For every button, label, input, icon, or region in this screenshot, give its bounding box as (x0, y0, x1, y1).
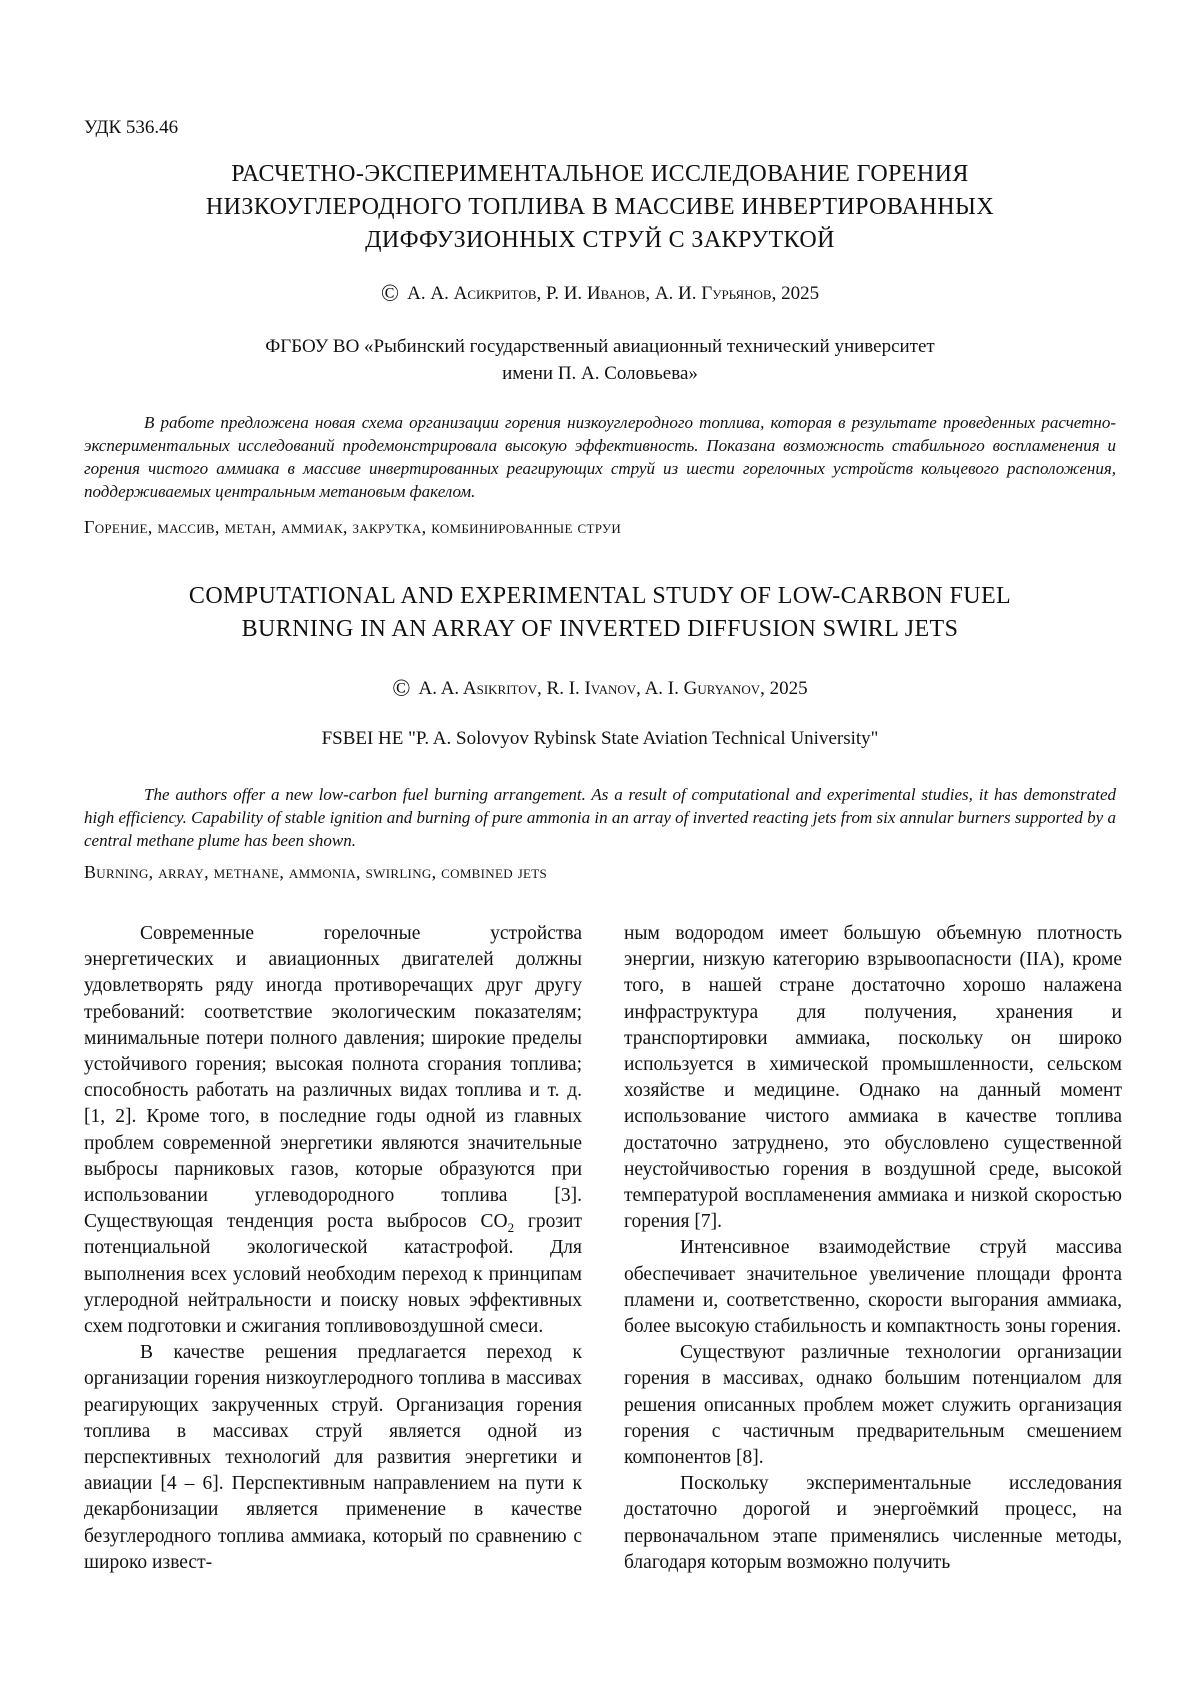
keywords-english: Burning, array, methane, ammonia, swirling, combined jets (84, 862, 548, 882)
body-text: грозит потенциальной экологической катастрофой. Для выполнения всех условий необходим переход к принципам углеродной нейтральности и поиску новых эффективных схем подготовки и сжигания топливовоздушной смеси. (84, 1211, 582, 1338)
title-en-line: BURNING IN AN ARRAY OF INVERTED DIFFUSION SWIRL JETS (241, 616, 959, 642)
title-en-line: COMPUTATIONAL AND EXPERIMENTAL STUDY OF LOW-CARBON FUEL (188, 583, 1012, 609)
copyright-symbol: © (380, 281, 400, 307)
title-english (84, 580, 1116, 646)
body-paragraph: Существуют различные технологии организации горения в массивах, однако большим потенциалом для решения описанных проблем может служить организация горения с частичным предварительным смешением компонентов [8]. (624, 1342, 1122, 1469)
authors-english (84, 676, 1116, 702)
keywords-russian: Горение, массив, метан, аммиак, закрутка, комбинированные струи (84, 517, 622, 537)
body-column-right (624, 921, 1122, 1576)
affiliation-ru-line: ФГБОУ ВО «Рыбинский государственный авиационный технический университет (265, 336, 935, 357)
body-paragraph (84, 921, 582, 1340)
abstract-russian: В работе предложена новая схема организации горения низкоуглеродного топлива, которая в результате проведенных расчетно-экспериментальных исследований продемонстрировала высокую эффективность. Показана возможность стабильного воспламенения и горения чистого аммиака в массиве инвертированных реагирующих струй из шести горелочных устройств кольцевого расположения, поддерживаемых центральным метановым факелом. (84, 413, 1116, 501)
authors-russian (84, 281, 1116, 307)
body-text: Современные горелочные устройства энергетических и авиационных двигателей должны удовлетворять ряду иногда противоречащих друг другу требований: соответствие экологическим показателям; минимальные потери полного давления; широкие пределы устойчивого горения; высокая полнота сгорания топлива; способность работать на различных видах топлива и т. д. [1, 2]. Кроме того, в последние годы одной из главных проблем современной энергетики являются значительные выбросы парниковых газов, которые образуются при использовании углеводородного топлива [3]. Существующая тенденция роста выбросов CO (84, 923, 582, 1233)
authors-ru-names: А. А. Асикритов, Р. И. Иванов, А. И. Гурьянов, 2025 (407, 283, 820, 304)
subscript: 2 (507, 1220, 515, 1236)
title-russian (84, 158, 1116, 257)
body-paragraph: Интенсивное взаимодействие струй массива обеспечивает значительное увеличение площади фронта пламени и, соответственно, скорости выгорания аммиака, более высокую стабильность и компактность зоны горения. (624, 1237, 1122, 1338)
affiliation-english: FSBEI HE "P. A. Solovyov Rybinsk State Aviation Technical University" (321, 728, 879, 749)
body-paragraph: В качестве решения предлагается переход к организации горения низкоуглеродного топлива в массивах реагирующих закрученных струй. Организация горения топлива в массивах струй является одной из перспективных технологий для развития энергетики и авиации [4 – 6]. Перспективным направлением на пути к декарбонизации является применение в качестве безуглеродного топлива аммиака, который по сравнению с широко извест- (84, 1342, 582, 1573)
body-paragraph: Поскольку экспериментальные исследования достаточно дорогой и энергоёмкий процесс, на первоначальном этапе применялись численные методы, благодаря которым возможно получить (624, 1473, 1122, 1573)
copyright-symbol: © (392, 676, 411, 702)
body-paragraph-continued: ным водородом имеет большую объемную плотность энергии, низкую категорию взрывоопасности (IIA), кроме того, в нашей стране достаточно хорошо налажена инфраструктура для получения, хранения и транспортировки аммиака, поскольку он широко используется в химической промышленности, сельском хозяйстве и медицине. Однако на данный момент использование чистого аммиака в качестве топлива достаточно затруднено, это обусловлено существенной неустойчивостью горения в воздушной среде, высокой температурой воспламенения аммиака и низкой скоростью горения [7]. (624, 923, 1122, 1233)
title-ru-line: НИЗКОУГЛЕРОДНОГО ТОПЛИВА В МАССИВЕ ИНВЕРТИРОВАННЫХ (205, 194, 995, 220)
body-column-left (84, 921, 582, 1576)
title-ru-line: ДИФФУЗИОННЫХ СТРУЙ С ЗАКРУТКОЙ (365, 227, 835, 253)
affiliation-russian (84, 333, 1116, 387)
authors-en-names: A. A. Asikritov, R. I. Ivanov, A. I. Guryanov, 2025 (418, 678, 808, 699)
udk-code: УДК 536.46 (84, 117, 179, 138)
abstract-english: The authors offer a new low-carbon fuel burning arrangement. As a result of computational and experimental studies, it has demonstrated high efficiency. Capability of stable ignition and burning of pure ammonia in an array of inverted reacting jets from six annular burners supported by a central methane plume has been shown. (84, 785, 1116, 850)
title-ru-line: РАСЧЕТНО-ЭКСПЕРИМЕНТАЛЬНОЕ ИССЛЕДОВАНИЕ ГОРЕНИЯ (231, 161, 969, 187)
affiliation-ru-line: имени П. А. Соловьева» (502, 363, 698, 384)
